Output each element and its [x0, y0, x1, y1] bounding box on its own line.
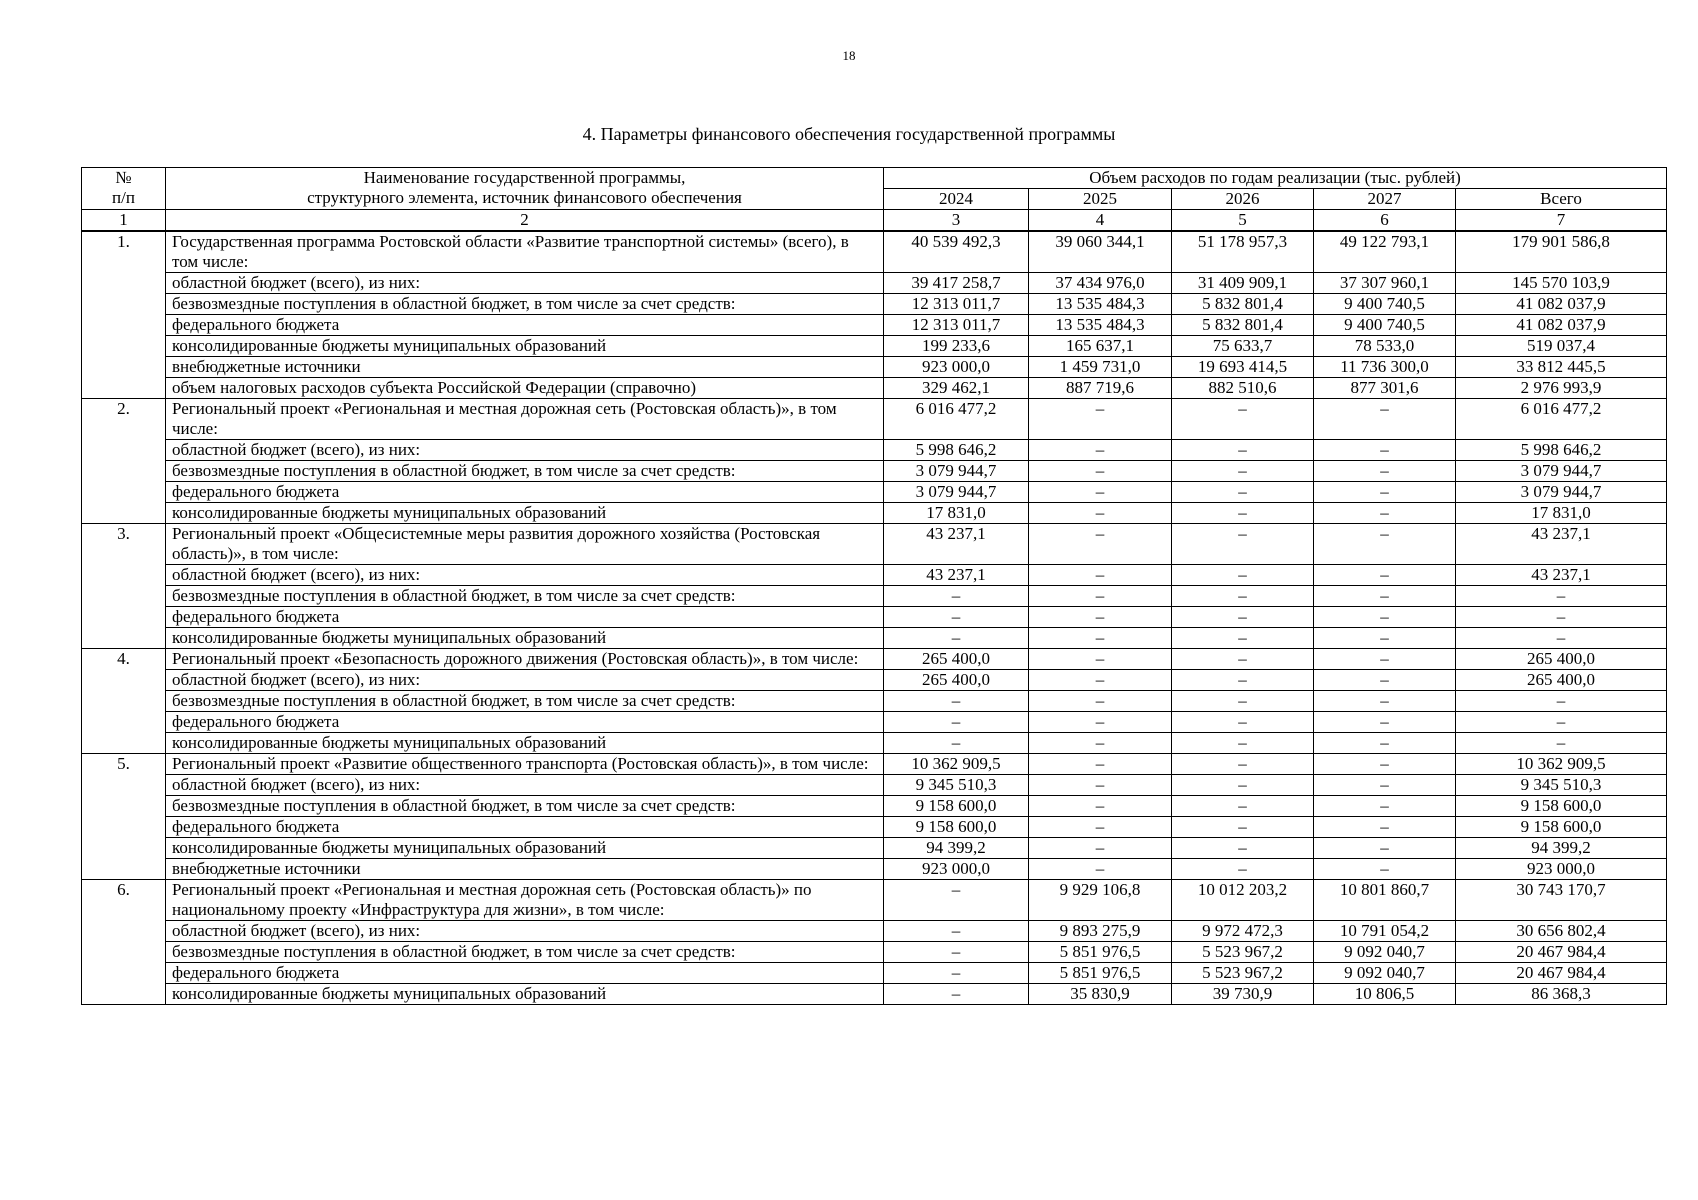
- row-number: 2.: [82, 399, 166, 524]
- value-cell: –: [1172, 524, 1314, 565]
- row-name: безвозмездные поступления в областной бюджет, в том числе за счет средств:: [166, 942, 884, 963]
- table-group-row: [82, 649, 1667, 670]
- value-cell: –: [1029, 524, 1172, 565]
- table-group-row: [82, 524, 1667, 565]
- value-cell: 265 400,0: [884, 649, 1029, 670]
- table-row: [82, 294, 1667, 315]
- row-name: областной бюджет (всего), из них:: [166, 273, 884, 294]
- value-cell: –: [1314, 691, 1456, 712]
- row-name: безвозмездные поступления в областной бюджет, в том числе за счет средств:: [166, 691, 884, 712]
- value-cell: 3 079 944,7: [884, 461, 1029, 482]
- row-name: внебюджетные источники: [166, 859, 884, 880]
- row-name: безвозмездные поступления в областной бюджет, в том числе за счет средств:: [166, 586, 884, 607]
- value-cell: –: [1029, 796, 1172, 817]
- table-row: [82, 440, 1667, 461]
- value-cell: 5 832 801,4: [1172, 315, 1314, 336]
- total-cell: 17 831,0: [1456, 503, 1667, 524]
- row-name: федерального бюджета: [166, 817, 884, 838]
- header-total: Всего: [1456, 189, 1667, 210]
- value-cell: 17 831,0: [884, 503, 1029, 524]
- value-cell: –: [1314, 399, 1456, 440]
- value-cell: 5 851 976,5: [1029, 963, 1172, 984]
- value-cell: –: [1314, 838, 1456, 859]
- value-cell: –: [1172, 482, 1314, 503]
- row-name: внебюджетные источники: [166, 357, 884, 378]
- value-cell: –: [1029, 754, 1172, 775]
- row-name: областной бюджет (всего), из них:: [166, 921, 884, 942]
- financing-table: [81, 167, 1667, 1005]
- row-number: 4.: [82, 649, 166, 754]
- value-cell: 9 092 040,7: [1314, 963, 1456, 984]
- total-cell: 9 158 600,0: [1456, 817, 1667, 838]
- value-cell: –: [1172, 733, 1314, 754]
- value-cell: –: [1029, 649, 1172, 670]
- value-cell: 5 832 801,4: [1172, 294, 1314, 315]
- total-cell: 10 362 909,5: [1456, 754, 1667, 775]
- total-cell: 20 467 984,4: [1456, 963, 1667, 984]
- value-cell: –: [1172, 859, 1314, 880]
- value-cell: 10 012 203,2: [1172, 880, 1314, 921]
- row-name: Региональный проект «Безопасность дорожного движения (Ростовская область)», в том числе:: [166, 649, 884, 670]
- page-number: 18: [842, 48, 856, 63]
- value-cell: –: [1172, 691, 1314, 712]
- table-row: [82, 775, 1667, 796]
- table-row: [82, 315, 1667, 336]
- row-name: федерального бюджета: [166, 315, 884, 336]
- value-cell: 9 400 740,5: [1314, 315, 1456, 336]
- value-cell: –: [1029, 503, 1172, 524]
- value-cell: –: [1314, 524, 1456, 565]
- value-cell: –: [1314, 754, 1456, 775]
- value-cell: 75 633,7: [1172, 336, 1314, 357]
- value-cell: –: [1172, 565, 1314, 586]
- total-cell: 94 399,2: [1456, 838, 1667, 859]
- value-cell: –: [1314, 461, 1456, 482]
- header-year-2024: 2024: [884, 189, 1029, 210]
- value-cell: –: [1314, 796, 1456, 817]
- header-name-line1: Наименование государственной программы,: [363, 168, 686, 187]
- table-row: [82, 691, 1667, 712]
- table-row: [82, 796, 1667, 817]
- value-cell: –: [1314, 607, 1456, 628]
- table-row: [82, 503, 1667, 524]
- value-cell: –: [1029, 817, 1172, 838]
- total-cell: –: [1456, 712, 1667, 733]
- total-cell: 265 400,0: [1456, 649, 1667, 670]
- value-cell: –: [1314, 649, 1456, 670]
- total-cell: 3 079 944,7: [1456, 482, 1667, 503]
- row-name: областной бюджет (всего), из них:: [166, 670, 884, 691]
- row-name: безвозмездные поступления в областной бюджет, в том числе за счет средств:: [166, 294, 884, 315]
- value-cell: –: [1314, 482, 1456, 503]
- row-name: федерального бюджета: [166, 712, 884, 733]
- value-cell: –: [884, 712, 1029, 733]
- total-cell: –: [1456, 586, 1667, 607]
- total-cell: –: [1456, 691, 1667, 712]
- total-cell: 6 016 477,2: [1456, 399, 1667, 440]
- header-num-line1: №: [115, 168, 132, 187]
- value-cell: –: [1172, 754, 1314, 775]
- row-name: областной бюджет (всего), из них:: [166, 440, 884, 461]
- value-cell: –: [1029, 628, 1172, 649]
- table-group-row: [82, 399, 1667, 440]
- value-cell: –: [1172, 607, 1314, 628]
- value-cell: –: [1029, 838, 1172, 859]
- value-cell: –: [1172, 628, 1314, 649]
- value-cell: –: [1314, 628, 1456, 649]
- value-cell: –: [1172, 503, 1314, 524]
- value-cell: –: [1029, 859, 1172, 880]
- value-cell: –: [1172, 817, 1314, 838]
- total-cell: 33 812 445,5: [1456, 357, 1667, 378]
- total-cell: 41 082 037,9: [1456, 294, 1667, 315]
- row-name: Региональный проект «Развитие общественного транспорта (Ростовская область)», в том числе:: [166, 754, 884, 775]
- row-name: областной бюджет (всего), из них:: [166, 565, 884, 586]
- table-row: [82, 586, 1667, 607]
- table-row: [82, 817, 1667, 838]
- row-name: безвозмездные поступления в областной бюджет, в том числе за счет средств:: [166, 796, 884, 817]
- column-number: 7: [1456, 210, 1667, 232]
- value-cell: –: [1314, 586, 1456, 607]
- column-number: 2: [166, 210, 884, 232]
- value-cell: 40 539 492,3: [884, 231, 1029, 273]
- total-cell: 41 082 037,9: [1456, 315, 1667, 336]
- value-cell: 78 533,0: [1314, 336, 1456, 357]
- value-cell: –: [1172, 775, 1314, 796]
- value-cell: 51 178 957,3: [1172, 231, 1314, 273]
- value-cell: 13 535 484,3: [1029, 294, 1172, 315]
- table-group-row: [82, 754, 1667, 775]
- value-cell: –: [1029, 712, 1172, 733]
- value-cell: 39 417 258,7: [884, 273, 1029, 294]
- value-cell: 199 233,6: [884, 336, 1029, 357]
- value-cell: –: [1314, 775, 1456, 796]
- value-cell: –: [1172, 649, 1314, 670]
- value-cell: 19 693 414,5: [1172, 357, 1314, 378]
- value-cell: –: [884, 586, 1029, 607]
- value-cell: –: [1029, 399, 1172, 440]
- row-name: консолидированные бюджеты муниципальных образований: [166, 984, 884, 1005]
- value-cell: 10 806,5: [1314, 984, 1456, 1005]
- value-cell: 11 736 300,0: [1314, 357, 1456, 378]
- value-cell: 6 016 477,2: [884, 399, 1029, 440]
- column-number: 6: [1314, 210, 1456, 232]
- table-row: [82, 357, 1667, 378]
- value-cell: 923 000,0: [884, 859, 1029, 880]
- value-cell: 923 000,0: [884, 357, 1029, 378]
- column-numbers-row: [82, 210, 1667, 232]
- header-row-top: [82, 168, 1667, 189]
- value-cell: –: [884, 628, 1029, 649]
- value-cell: 9 972 472,3: [1172, 921, 1314, 942]
- total-cell: 9 158 600,0: [1456, 796, 1667, 817]
- value-cell: –: [1029, 775, 1172, 796]
- value-cell: 12 313 011,7: [884, 315, 1029, 336]
- total-cell: 519 037,4: [1456, 336, 1667, 357]
- value-cell: 5 523 967,2: [1172, 942, 1314, 963]
- total-cell: –: [1456, 607, 1667, 628]
- row-number: 1.: [82, 231, 166, 399]
- row-number: 5.: [82, 754, 166, 880]
- row-name: консолидированные бюджеты муниципальных образований: [166, 838, 884, 859]
- value-cell: 43 237,1: [884, 565, 1029, 586]
- row-name: консолидированные бюджеты муниципальных образований: [166, 628, 884, 649]
- table-row: [82, 461, 1667, 482]
- header-num-cell: [82, 168, 166, 210]
- row-name: областной бюджет (всего), из них:: [166, 775, 884, 796]
- total-cell: 43 237,1: [1456, 565, 1667, 586]
- table-group-row: [82, 880, 1667, 921]
- column-number: 3: [884, 210, 1029, 232]
- value-cell: 882 510,6: [1172, 378, 1314, 399]
- table-body: [82, 231, 1667, 1005]
- table-row: [82, 607, 1667, 628]
- table-row: [82, 733, 1667, 754]
- total-cell: 3 079 944,7: [1456, 461, 1667, 482]
- row-name: Региональный проект «Региональная и местная дорожная сеть (Ростовская область)», в том числе:: [166, 399, 884, 440]
- total-cell: 5 998 646,2: [1456, 440, 1667, 461]
- value-cell: 5 998 646,2: [884, 440, 1029, 461]
- table-row: [82, 838, 1667, 859]
- value-cell: 10 801 860,7: [1314, 880, 1456, 921]
- table-row: [82, 670, 1667, 691]
- row-name: консолидированные бюджеты муниципальных образований: [166, 733, 884, 754]
- value-cell: –: [1314, 859, 1456, 880]
- total-cell: –: [1456, 628, 1667, 649]
- value-cell: –: [1029, 733, 1172, 754]
- value-cell: 9 158 600,0: [884, 817, 1029, 838]
- column-number: 5: [1172, 210, 1314, 232]
- value-cell: 329 462,1: [884, 378, 1029, 399]
- row-name: безвозмездные поступления в областной бюджет, в том числе за счет средств:: [166, 461, 884, 482]
- value-cell: 5 523 967,2: [1172, 963, 1314, 984]
- row-name: объем налоговых расходов субъекта Российской Федерации (справочно): [166, 378, 884, 399]
- row-number: 6.: [82, 880, 166, 1005]
- value-cell: 10 362 909,5: [884, 754, 1029, 775]
- row-name: федерального бюджета: [166, 482, 884, 503]
- value-cell: –: [884, 733, 1029, 754]
- value-cell: –: [1029, 586, 1172, 607]
- page-title: 4. Параметры финансового обеспечения государственной программы: [582, 124, 1116, 144]
- total-cell: 30 656 802,4: [1456, 921, 1667, 942]
- value-cell: 887 719,6: [1029, 378, 1172, 399]
- row-name: консолидированные бюджеты муниципальных образований: [166, 503, 884, 524]
- value-cell: –: [1029, 482, 1172, 503]
- table-row: [82, 984, 1667, 1005]
- value-cell: –: [1172, 399, 1314, 440]
- value-cell: –: [884, 691, 1029, 712]
- table-row: [82, 565, 1667, 586]
- value-cell: 43 237,1: [884, 524, 1029, 565]
- value-cell: –: [884, 880, 1029, 921]
- total-cell: 2 976 993,9: [1456, 378, 1667, 399]
- value-cell: 165 637,1: [1029, 336, 1172, 357]
- value-cell: –: [1314, 733, 1456, 754]
- value-cell: –: [1314, 565, 1456, 586]
- value-cell: 9 158 600,0: [884, 796, 1029, 817]
- column-number: 4: [1029, 210, 1172, 232]
- value-cell: 877 301,6: [1314, 378, 1456, 399]
- value-cell: 9 400 740,5: [1314, 294, 1456, 315]
- value-cell: –: [884, 984, 1029, 1005]
- value-cell: 1 459 731,0: [1029, 357, 1172, 378]
- value-cell: –: [884, 963, 1029, 984]
- table-group-row: [82, 231, 1667, 273]
- value-cell: –: [1172, 440, 1314, 461]
- header-name-cell: [166, 168, 884, 210]
- total-cell: 30 743 170,7: [1456, 880, 1667, 921]
- value-cell: –: [1172, 586, 1314, 607]
- value-cell: –: [1314, 817, 1456, 838]
- row-name: Региональный проект «Общесистемные меры развития дорожного хозяйства (Ростовская область)», в том числе:: [166, 524, 884, 565]
- value-cell: 37 307 960,1: [1314, 273, 1456, 294]
- row-number: 3.: [82, 524, 166, 649]
- value-cell: 9 893 275,9: [1029, 921, 1172, 942]
- value-cell: –: [1172, 670, 1314, 691]
- table-row: [82, 628, 1667, 649]
- total-cell: 923 000,0: [1456, 859, 1667, 880]
- value-cell: 94 399,2: [884, 838, 1029, 859]
- value-cell: 265 400,0: [884, 670, 1029, 691]
- value-cell: 9 929 106,8: [1029, 880, 1172, 921]
- table-row: [82, 921, 1667, 942]
- header-year-2025: 2025: [1029, 189, 1172, 210]
- value-cell: –: [884, 942, 1029, 963]
- row-name: федерального бюджета: [166, 607, 884, 628]
- total-cell: 20 467 984,4: [1456, 942, 1667, 963]
- value-cell: –: [1029, 440, 1172, 461]
- value-cell: –: [1172, 461, 1314, 482]
- total-cell: 43 237,1: [1456, 524, 1667, 565]
- total-cell: 179 901 586,8: [1456, 231, 1667, 273]
- value-cell: 37 434 976,0: [1029, 273, 1172, 294]
- total-cell: 86 368,3: [1456, 984, 1667, 1005]
- value-cell: –: [1172, 838, 1314, 859]
- row-name: консолидированные бюджеты муниципальных образований: [166, 336, 884, 357]
- value-cell: –: [1314, 503, 1456, 524]
- total-cell: 145 570 103,9: [1456, 273, 1667, 294]
- header-num-line2: п/п: [112, 188, 135, 207]
- total-cell: –: [1456, 733, 1667, 754]
- value-cell: 13 535 484,3: [1029, 315, 1172, 336]
- value-cell: 49 122 793,1: [1314, 231, 1456, 273]
- table-row: [82, 963, 1667, 984]
- header-name-line2: структурного элемента, источник финансового обеспечения: [307, 188, 742, 207]
- table-row: [82, 273, 1667, 294]
- value-cell: –: [1029, 691, 1172, 712]
- header-year-2026: 2026: [1172, 189, 1314, 210]
- value-cell: –: [1029, 607, 1172, 628]
- row-name: Государственная программа Ростовской области «Развитие транспортной системы» (всего), в том числе:: [166, 231, 884, 273]
- table-row: [82, 482, 1667, 503]
- value-cell: –: [1029, 565, 1172, 586]
- table-row: [82, 942, 1667, 963]
- value-cell: –: [1029, 461, 1172, 482]
- table-row: [82, 336, 1667, 357]
- value-cell: –: [1314, 440, 1456, 461]
- value-cell: 10 791 054,2: [1314, 921, 1456, 942]
- value-cell: 9 345 510,3: [884, 775, 1029, 796]
- total-cell: 265 400,0: [1456, 670, 1667, 691]
- value-cell: –: [1172, 796, 1314, 817]
- table-row: [82, 859, 1667, 880]
- value-cell: –: [1314, 712, 1456, 733]
- value-cell: 5 851 976,5: [1029, 942, 1172, 963]
- row-name: федерального бюджета: [166, 963, 884, 984]
- value-cell: –: [1314, 670, 1456, 691]
- value-cell: 3 079 944,7: [884, 482, 1029, 503]
- header-year-2027: 2027: [1314, 189, 1456, 210]
- value-cell: 39 730,9: [1172, 984, 1314, 1005]
- table-row: [82, 378, 1667, 399]
- value-cell: –: [884, 607, 1029, 628]
- value-cell: –: [884, 921, 1029, 942]
- value-cell: 12 313 011,7: [884, 294, 1029, 315]
- total-cell: 9 345 510,3: [1456, 775, 1667, 796]
- value-cell: 39 060 344,1: [1029, 231, 1172, 273]
- value-cell: 35 830,9: [1029, 984, 1172, 1005]
- value-cell: 31 409 909,1: [1172, 273, 1314, 294]
- column-number: 1: [82, 210, 166, 232]
- value-cell: 9 092 040,7: [1314, 942, 1456, 963]
- value-cell: –: [1029, 670, 1172, 691]
- table-row: [82, 712, 1667, 733]
- row-name: Региональный проект «Региональная и местная дорожная сеть (Ростовская область)» по национальному проекту «Инфраструктура для жизни», в том числе:: [166, 880, 884, 921]
- header-volume: Объем расходов по годам реализации (тыс. рублей): [884, 168, 1667, 189]
- value-cell: –: [1172, 712, 1314, 733]
